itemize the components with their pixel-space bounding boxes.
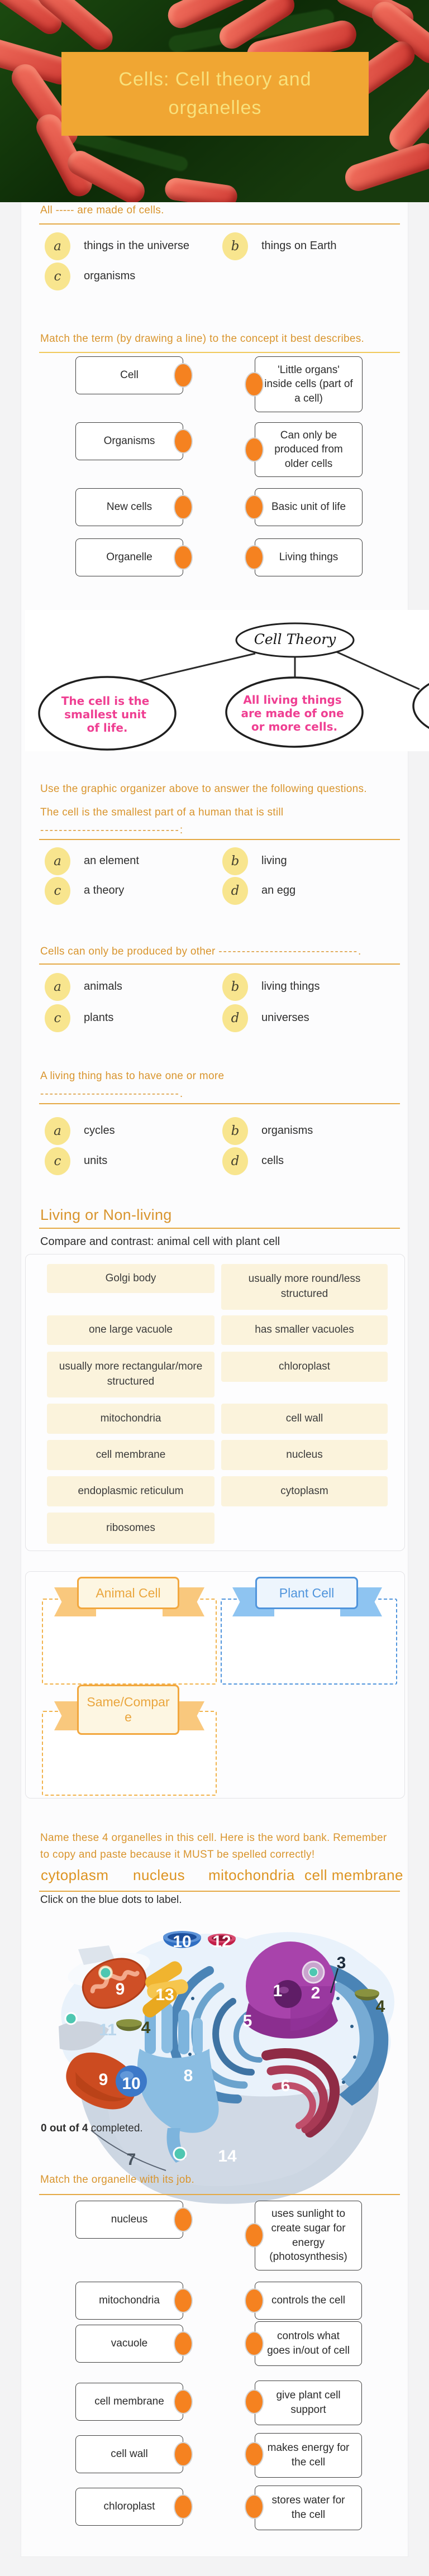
match-dot[interactable] (245, 2442, 264, 2467)
q2-option-d-badge[interactable]: d (222, 877, 248, 905)
match-dot[interactable] (174, 2442, 193, 2467)
cell-label-8: 8 (183, 2066, 193, 2085)
match-job-right-plant-support[interactable]: give plant cell support (255, 2381, 362, 2425)
progress-count: 0 out of 4 (41, 2122, 88, 2134)
chip-chloroplast[interactable]: chloroplast (221, 1352, 388, 1382)
cell-label-9b: 9 (98, 2070, 108, 2089)
cell-label-13: 13 (155, 1985, 174, 2004)
match-dot[interactable] (245, 372, 264, 397)
match-dot[interactable] (174, 2494, 193, 2519)
match-dot[interactable] (245, 2494, 264, 2519)
match-term-right-produced[interactable]: Can only be produced from older cells (255, 422, 363, 477)
divider (39, 1103, 400, 1104)
match-dot[interactable] (174, 545, 193, 570)
chip-cell-membrane[interactable]: cell membrane (47, 1440, 214, 1470)
cell-label-3: 3 (336, 1953, 346, 1972)
q4-blank: ------------------------------. (40, 1088, 184, 1100)
q3-prompt-text: Cells can only be produced by other (40, 946, 216, 957)
match-job-left-nucleus[interactable]: nucleus (75, 2201, 183, 2239)
chip-cell-wall[interactable]: cell wall (221, 1404, 388, 1434)
match-dot[interactable] (245, 2223, 264, 2248)
match-dot[interactable] (174, 2207, 193, 2232)
divider (39, 2194, 400, 2195)
q4-option-d-badge[interactable]: d (222, 1147, 248, 1175)
cell-label-10: 10 (173, 1932, 192, 1951)
match-term-right-basic-unit[interactable]: Basic unit of life (255, 488, 363, 526)
blue-dot-1[interactable] (100, 1967, 111, 1978)
q1-option-a-label[interactable]: things in the universe (84, 240, 190, 252)
match-dot[interactable] (245, 545, 264, 570)
q4-option-c-badge[interactable]: c (45, 1147, 70, 1175)
chip-ribosomes[interactable]: ribosomes (47, 1513, 214, 1544)
match-job-right-photosynthesis[interactable]: uses sunlight to create sugar for energy (photosynthesis) (255, 2201, 362, 2270)
q3-option-d-label[interactable]: universes (261, 1012, 309, 1024)
cell-label-7: 7 (126, 2150, 136, 2169)
match-job-left-cell-membrane[interactable]: cell membrane (75, 2383, 183, 2421)
divider (39, 839, 400, 840)
blue-dot-4[interactable] (174, 2148, 186, 2160)
cell-label-11: 11 (99, 2020, 117, 2039)
q1-option-a-badge[interactable]: a (45, 232, 70, 260)
blue-dot-3[interactable] (309, 1968, 318, 1977)
cell-label-4: 4 (375, 1997, 385, 2016)
cell-label-12: 12 (212, 1932, 231, 1951)
q1-option-b-badge[interactable]: b (222, 232, 248, 260)
q1-option-b-label[interactable]: things on Earth (261, 240, 337, 252)
ribbon-animal-cell: Animal Cell (77, 1577, 179, 1609)
cell-label-14: 14 (218, 2146, 237, 2165)
q3-option-d-badge[interactable]: d (222, 1004, 248, 1032)
cell-label-1: 1 (273, 1981, 283, 2000)
chip-one-large-vacuole[interactable]: one large vacuole (47, 1315, 214, 1345)
compare-prompt: Compare and contrast: animal cell with plant cell (40, 1235, 280, 1248)
wordbank-word-nucleus[interactable]: nucleus (133, 1867, 185, 1883)
chip-mitochondria[interactable]: mitochondria (47, 1404, 214, 1434)
q2-option-c-badge[interactable]: c (45, 877, 70, 905)
match-term-left-cell[interactable]: Cell (75, 356, 183, 394)
chip-round-less-structured[interactable]: usually more round/less structured (221, 1264, 388, 1310)
q4-option-c-label[interactable]: units (84, 1155, 108, 1167)
header-bacteria-image (0, 0, 429, 202)
cell-label-5: 5 (242, 2011, 252, 2030)
chip-nucleus[interactable]: nucleus (221, 1440, 388, 1470)
match-dot[interactable] (174, 363, 193, 388)
q2-prompt: The cell is the smallest part of a human that is still (40, 807, 284, 818)
ribbon-same-compare: Same/Compare (77, 1685, 179, 1735)
match-term-left-new-cells[interactable]: New cells (75, 488, 183, 526)
cell-label-2: 2 (311, 1983, 321, 2002)
cell-label-10b: 10 (122, 2074, 141, 2093)
q1-option-c-label[interactable]: organisms (84, 270, 136, 282)
section-title-living: Living or Non-living (40, 1206, 172, 1223)
wordbank-word-cytoplasm[interactable]: cytoplasm (41, 1867, 109, 1883)
q3-option-a-label[interactable]: animals (84, 980, 122, 993)
q4-option-a-label[interactable]: cycles (84, 1124, 115, 1137)
chip-golgi-body[interactable]: Golgi body (47, 1264, 214, 1293)
match-dot[interactable] (245, 2288, 264, 2313)
match-job-left-vacuole[interactable]: vacuole (75, 2325, 183, 2363)
blue-dot-2[interactable] (65, 2013, 77, 2024)
q4-option-b-label[interactable]: organisms (261, 1124, 313, 1137)
match-dot[interactable] (174, 2389, 193, 2414)
match-job-left-mitochondria[interactable]: mitochondria (75, 2282, 183, 2320)
animal-cell-diagram (25, 1915, 416, 2216)
match-term-right-little-organs[interactable]: 'Little organs' inside cells (part of a cell) (255, 356, 363, 412)
match-dot[interactable] (174, 429, 193, 454)
wordbank-intro: Name these 4 organelles in this cell. Here is the word bank. Remember to copy and paste because it MUST be spelled correctly! (40, 1832, 387, 1861)
chip-smaller-vacuoles[interactable]: has smaller vacuoles (221, 1315, 388, 1345)
match-job-right-in-out[interactable]: controls what goes in/out of cell (255, 2321, 362, 2366)
match-term-left-organelle[interactable]: Organelle (75, 538, 183, 576)
match-job-right-makes-energy[interactable]: makes energy for the cell (255, 2433, 362, 2478)
q2-intro: Use the graphic organizer above to answer the following questions. (40, 783, 367, 795)
match-dot[interactable] (245, 2389, 264, 2414)
wordbank-word-mitochondria[interactable]: mitochondria (208, 1867, 295, 1883)
q2-option-b-label[interactable]: living (261, 855, 287, 867)
q2-option-d-label[interactable]: an egg (261, 884, 296, 896)
q2-blank: ------------------------------: (40, 824, 184, 836)
match-terms-prompt: Match the term (by drawing a line) to the concept it best describes. (40, 333, 365, 345)
chip-endoplasmic-reticulum[interactable]: endoplasmic reticulum (47, 1476, 214, 1506)
divider (39, 223, 400, 225)
match-job-right-stores-water[interactable]: stores water for the cell (255, 2486, 362, 2530)
label-progress (41, 2122, 143, 2135)
svg-text:All living things are: All living things are made of one or more cells. (241, 693, 344, 733)
svg-text:The cell is the smalle: The cell is the smallest unit of life. (61, 694, 150, 734)
divider (39, 352, 400, 353)
q3-prompt (40, 946, 398, 958)
cell-label-9: 9 (115, 1979, 125, 1998)
match-jobs-prompt: Match the organelle with its job. (40, 2174, 195, 2186)
match-job-left-chloroplast[interactable]: chloroplast (75, 2488, 183, 2526)
match-term-left-organisms[interactable]: Organisms (75, 422, 183, 460)
q4-option-d-label[interactable]: cells (261, 1155, 284, 1167)
ribbon-plant-cell: Plant Cell (255, 1577, 358, 1609)
q2-option-a-badge[interactable]: a (45, 847, 70, 875)
q1-option-c-badge[interactable]: c (45, 263, 70, 290)
q2-option-b-badge[interactable]: b (222, 847, 248, 875)
cell-theory-diagram (25, 610, 429, 751)
q3-option-b-label[interactable]: living things (261, 980, 320, 993)
q3-option-c-label[interactable]: plants (84, 1012, 114, 1024)
worksheet-title: Cells: Cell theory and organelles (118, 69, 312, 118)
match-job-left-cell-wall[interactable]: cell wall (75, 2435, 183, 2473)
match-dot[interactable] (245, 437, 264, 462)
divider (39, 1228, 400, 1229)
chip-cytoplasm[interactable]: cytoplasm (221, 1476, 388, 1506)
match-dot[interactable] (174, 495, 193, 519)
progress-suffix: completed. (88, 2122, 143, 2134)
match-job-right-controls-cell[interactable]: controls the cell (255, 2282, 362, 2320)
divider (39, 963, 400, 965)
q3-blank: ------------------------------. (218, 946, 363, 957)
organizer-root-label: Cell Theory (254, 631, 336, 647)
divider (39, 1891, 400, 1892)
wordbank-word-cell-membrane[interactable]: cell membrane (304, 1867, 404, 1883)
match-dot[interactable] (245, 495, 264, 519)
chip-rectangular-structured[interactable]: usually more rectangular/more structured (47, 1352, 214, 1397)
match-term-right-living-things[interactable]: Living things (255, 538, 363, 576)
match-dot[interactable] (174, 2331, 193, 2356)
q3-option-a-badge[interactable]: a (45, 973, 70, 1001)
q4-option-b-badge[interactable]: b (222, 1117, 248, 1145)
match-dot[interactable] (245, 2331, 264, 2356)
click-dots-instruction: Click on the blue dots to label. (40, 1894, 182, 1906)
q4-option-a-badge[interactable]: a (45, 1117, 70, 1145)
match-dot[interactable] (174, 2288, 193, 2313)
cell-label-6: 6 (280, 2076, 290, 2095)
q2-option-c-label[interactable]: a theory (84, 884, 125, 896)
q3-option-b-badge[interactable]: b (222, 973, 248, 1001)
q4-prompt: A living thing has to have one or more (40, 1070, 225, 1082)
cell-label-4b: 4 (141, 2018, 151, 2037)
q3-option-c-badge[interactable]: c (45, 1004, 70, 1032)
q2-option-a-label[interactable]: an element (84, 855, 139, 867)
q1-prompt: All ----- are made of cells. (40, 204, 164, 216)
worksheet-title-card (61, 52, 369, 136)
